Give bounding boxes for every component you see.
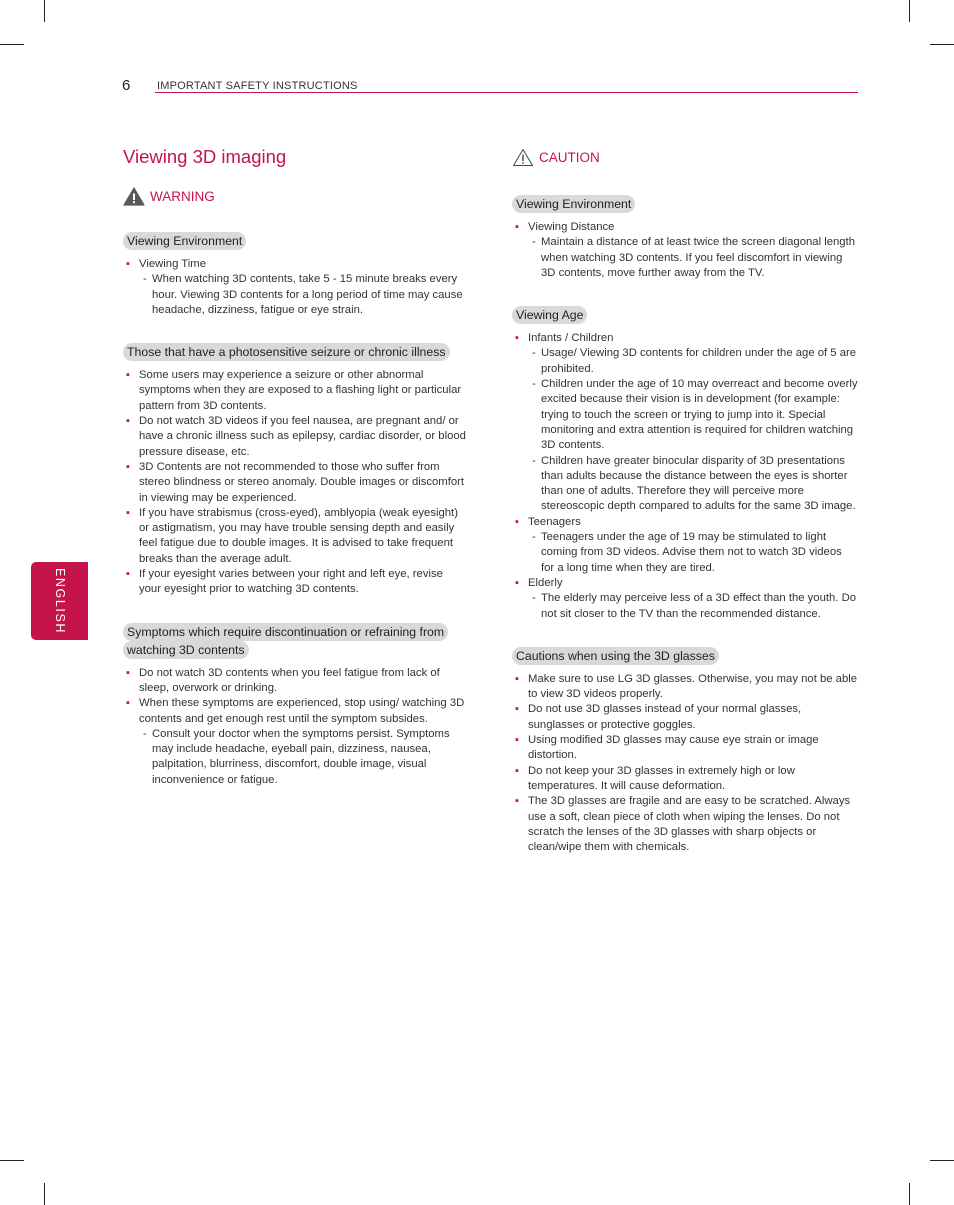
list-item-text: If your eyesight varies between your right and left eye, revise your eyesight prior to watching 3D contents. [139,568,443,596]
section-heading: Cautions when using the 3D glasses [512,647,719,665]
sub-list [139,272,468,318]
crop-mark [909,0,910,22]
section [512,195,858,281]
sub-item [532,454,858,515]
sub-item-text: Teenagers under the age of 19 may be stimulated to light coming from 3D videos. Advise them not to watch 3D videos for a long time when they are tired. [541,531,842,574]
dash-icon: - [532,531,536,544]
bullet-icon: ▪ [515,576,519,589]
sub-item [143,727,468,788]
bullet-icon: ▪ [515,764,519,777]
page-number: 6 [122,77,131,94]
sub-list [528,235,858,281]
list-item-text: Do not use 3D glasses instead of your normal glasses, sunglasses or protective goggles. [528,703,802,731]
bullet-icon: ▪ [515,795,519,808]
header-rule [155,92,858,93]
right-column [512,148,858,880]
sub-item-text: Consult your doctor when the symptoms persist. Symptoms may include headache, eyeball pain, dizziness, nausea, palpitation, blurriness, discomfort, double image, visual inconvenience or fatigue. [152,727,450,786]
crop-mark [930,44,954,45]
section-heading-wrap [123,623,468,659]
sub-list [528,530,858,576]
bullet-list [123,368,468,597]
bullet-icon: ▪ [515,734,519,747]
list-item-text: If you have strabismus (cross-eyed), amblyopia (weak eyesight) or astigmatism, you may have trouble sensing depth and easily feel fatigue due to double images. It is advised to take frequent breaks than the average adult. [139,506,458,565]
list-item [123,567,468,598]
bullet-list [123,666,468,788]
section [123,623,468,788]
dash-icon: - [143,273,147,286]
list-item-text: 3D Contents are not recommended to those who suffer from stereo blindness or stereo anomaly. Double images or discomfort in viewing may be experienced. [139,460,465,504]
list-item [123,368,468,414]
section-heading-wrap [123,232,468,250]
caution-text: CAUTION [539,150,600,165]
list-item [512,672,858,703]
list-item [512,764,858,795]
bullet-icon: ▪ [126,460,130,473]
list-item-text: Elderly [528,576,563,589]
list-item-text: Using modified 3D glasses may cause eye strain or image distortion. [528,734,819,762]
bullet-icon: ▪ [126,568,130,581]
sub-item-text: Usage/ Viewing 3D contents for children under the age of 5 are prohibited. [541,347,857,375]
list-item [512,220,858,281]
running-title: IMPORTANT SAFETY INSTRUCTIONS [157,80,358,92]
list-item-text: Teenagers [528,515,581,528]
section-heading: Symptoms which require discontinuation or refraining from watching 3D contents [123,623,448,659]
section-heading-wrap [512,647,858,665]
sub-item [143,272,468,318]
dash-icon: - [532,347,536,360]
bullet-icon: ▪ [126,697,130,710]
crop-mark [0,1160,24,1161]
list-item [512,331,858,515]
list-item [123,257,468,318]
bullet-icon: ▪ [126,258,130,270]
list-item [123,696,468,788]
dash-icon: - [532,592,536,605]
bullet-icon: ▪ [126,666,130,679]
bullet-icon: ▪ [515,332,519,345]
sub-item-text: When watching 3D contents, take 5 - 15 minute breaks every hour. Viewing 3D contents for a long period of time may cause headache, dizziness, fatigue or eye strain. [152,273,463,316]
list-item-text: Some users may experience a seizure or other abnormal symptoms when they are exposed to a flashing light or particular pattern from 3D contents. [139,369,462,412]
section-heading: Viewing Environment [123,232,246,250]
list-item-text: Do not watch 3D contents when you feel fatigue from lack of sleep, overwork or drinking. [139,666,440,694]
list-item-text: Do not watch 3D videos if you feel nausea, are pregnant and/ or have a chronic illness such as epilepsy, cardiac disorder, or blood pressure disease, etc. [139,415,466,458]
dash-icon: - [532,378,536,391]
sub-list [528,591,858,622]
page-title: Viewing 3D imaging [123,146,287,167]
left-column [123,146,468,813]
bullet-icon: ▪ [126,369,130,382]
section [123,343,468,597]
bullet-icon: ▪ [515,703,519,716]
bullet-icon: ▪ [515,672,519,685]
sub-item-text: Children have greater binocular disparity of 3D presentations than adults because the distance between the eyes is shorter than one of adults. Therefore they will perceive more stereoscopic depth compared to adults for the same 3D image. [541,454,856,513]
left-sections [123,232,468,788]
section [512,306,858,622]
section [123,232,468,318]
dash-icon: - [143,727,147,740]
sub-item-text: Children under the age of 10 may overreact and become overly excited because their vision is in development (for example: trying to touch the screen or trying to jump into it. Special monitoring and extra attention is required for children watching 3D contents. [541,378,858,452]
section-heading: Viewing Age [512,306,587,324]
list-item-text: Viewing Time [139,258,206,270]
crop-mark [930,1160,954,1161]
right-sections [512,195,858,855]
section-heading: Viewing Environment [512,195,635,213]
list-item-text: Viewing Distance [528,221,615,233]
list-item [123,414,468,460]
warning-icon [123,187,145,206]
list-item [123,506,468,567]
sub-item [532,530,858,576]
caution-icon [512,148,534,167]
list-item [512,576,858,622]
list-item-text: Infants / Children [528,332,614,345]
list-item [512,702,858,733]
list-item-text: Make sure to use LG 3D glasses. Otherwise, you may not be able to view 3D videos properly. [528,672,858,701]
list-item [123,460,468,506]
sub-item-text: The elderly may perceive less of a 3D effect than the youth. Do not sit closer to the TV than the recommended distance. [541,592,857,620]
section-heading-wrap [512,306,858,324]
list-item-text: Do not keep your 3D glasses in extremely high or low temperatures. It will cause deformation. [528,764,795,792]
bullet-icon: ▪ [126,506,130,519]
crop-mark [0,44,24,45]
sub-item-text: Maintain a distance of at least twice the screen diagonal length when watching 3D contents. If you feel discomfort in viewing 3D contents, move further away from the TV. [541,236,855,279]
bullet-icon: ▪ [126,415,130,428]
crop-mark [44,1183,45,1205]
bullet-icon: ▪ [515,221,519,233]
bullet-list [512,331,858,622]
sub-item [532,591,858,622]
sub-list [528,346,858,514]
language-tab [31,562,88,640]
dash-icon: - [532,236,536,249]
caution-label [512,148,858,167]
crop-mark [44,0,45,22]
bullet-list [512,672,858,856]
sub-item [532,235,858,281]
list-item [512,733,858,764]
dash-icon: - [532,454,536,467]
list-item-text: When these symptoms are experienced, stop using/ watching 3D contents and get enough rest until the symptom subsides. [139,697,465,725]
crop-mark [909,1183,910,1205]
bullet-icon: ▪ [515,515,519,528]
bullet-list [512,220,858,281]
list-item [512,515,858,576]
bullet-list [123,257,468,318]
list-item [123,666,468,697]
language-tab-label: ENGLISH [52,567,67,635]
warning-label [123,187,468,206]
list-item-text: The 3D glasses are fragile and are easy to be scratched. Always use a soft, clean piece of cloth when wiping the lenses. Do not scratch the lenses of the 3D glasses with sharp objects or clean/wipe them with chemicals. [528,795,851,854]
warning-text: WARNING [150,189,215,204]
list-item [512,794,858,855]
section-heading-wrap [123,343,468,361]
section-heading-wrap [512,195,858,213]
sub-list [139,727,468,788]
section-heading: Those that have a photosensitive seizure or chronic illness [123,343,450,361]
sub-item [532,346,858,377]
sub-item [532,377,858,453]
section [512,647,858,856]
